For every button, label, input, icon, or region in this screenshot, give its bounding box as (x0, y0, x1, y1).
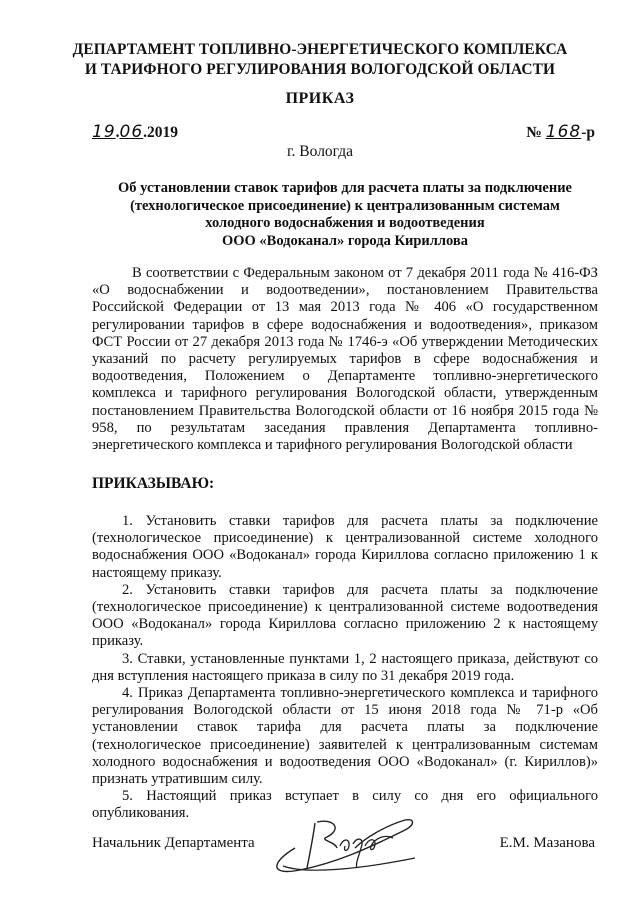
subject-line-4: ООО «Водоканал» города Кириллова (221, 232, 469, 249)
number-value: 168 (545, 122, 582, 142)
city: г. Вологда (286, 143, 354, 160)
order-item-3: 3. Ставки, установленные пунктами 1, 2 настоящего приказа, действуют со дня вступления настоящего приказа в силу по 31 декабря 2019 года. (92, 650, 598, 684)
date-day: 19 (92, 122, 116, 142)
order-subject (92, 180, 598, 250)
department-line-2: И ТАРИФНОГО РЕГУЛИРОВАНИЯ ВОЛОГОДСКОЙ ОБЛАСТИ (84, 61, 556, 78)
number-prefix: № (526, 124, 542, 141)
subject-line-2: (технологическое присоединение) к централизованным системам (130, 197, 560, 214)
date-separator: . (115, 124, 120, 141)
handwritten-signature (265, 808, 425, 876)
order-item-5: 5. Настоящий приказ вступает в силу со дня его официального опубликования. (92, 788, 598, 822)
order-number (526, 122, 595, 142)
date-year: .2019 (143, 124, 179, 141)
subject-line-1: Об установлении ставок тарифов для расчета платы за подключение (118, 180, 572, 196)
department-header (60, 40, 580, 80)
decree-heading: ПРИКАЗЫВАЮ: (92, 475, 215, 492)
subject-line-3: холодного водоснабжения и водоотведения (205, 215, 485, 231)
signatory-name: Е.М. Мазанова (499, 835, 595, 851)
order-date (92, 122, 178, 142)
order-item-4: 4. Приказ Департамента топливно-энергетического комплекса и тарифного регулирования Вологодской области от 15 июня 2018 года № 71-р «Об установлении ставок тарифа для расчета платы за подключение (технологическое присоединение) заявителей к централизованным системам холодного водоснабжения и водоотведения ООО «Водоканал» (г. Кириллов)» признать утратившим силу. (92, 685, 598, 788)
department-line-1: ДЕПАРТАМЕНТ ТОПЛИВНО-ЭНЕРГЕТИЧЕСКОГО КОМПЛЕКСА (72, 41, 568, 58)
document-type: ПРИКАЗ (285, 90, 355, 107)
number-suffix: -р (581, 124, 595, 141)
signatory-position: Начальник Департамента (92, 835, 255, 851)
order-items (92, 513, 598, 823)
date-month: 06 (119, 122, 144, 142)
order-item-1: 1. Установить ставки тарифов для расчета платы за подключение (технологическое присоединение) к централизованной системе холодного водоснабжения ООО «Водоканал» города Кириллова согласно приложению 1 к настоящему приказу. (92, 513, 598, 581)
preamble-paragraph: В соответствии с Федеральным законом от 7 декабря 2011 года № 416-ФЗ «О водоснабжении и водоотведении», постановлением Правительства Российской Федерации от 13 мая 2013 года № 406 «О государственном регулировании тарифов в сфере водоснабжения и водоотведения», приказом ФСТ России от 27 декабря 2013 года № 1746-э «Об утверждении Методических указаний по расчету регулируемых тарифов в сфере водоснабжения и водоотведения, Положением о Департаменте топливно-энергетического комплекса и тарифного регулирования Вологодской области, утвержденным постановлением Правительства Вологодской области от 16 ноября 2015 года № 958, по результатам заседания правления Департамента топливно-энергетического комплекса и тарифного регулирования Вологодской области (92, 265, 598, 454)
order-item-2: 2. Установить ставки тарифов для расчета платы за подключение (технологическое присоединение) к централизованной системе водоотведения ООО «Водоканал» города Кириллова согласно приложению 2 к настоящему приказу. (92, 581, 598, 650)
